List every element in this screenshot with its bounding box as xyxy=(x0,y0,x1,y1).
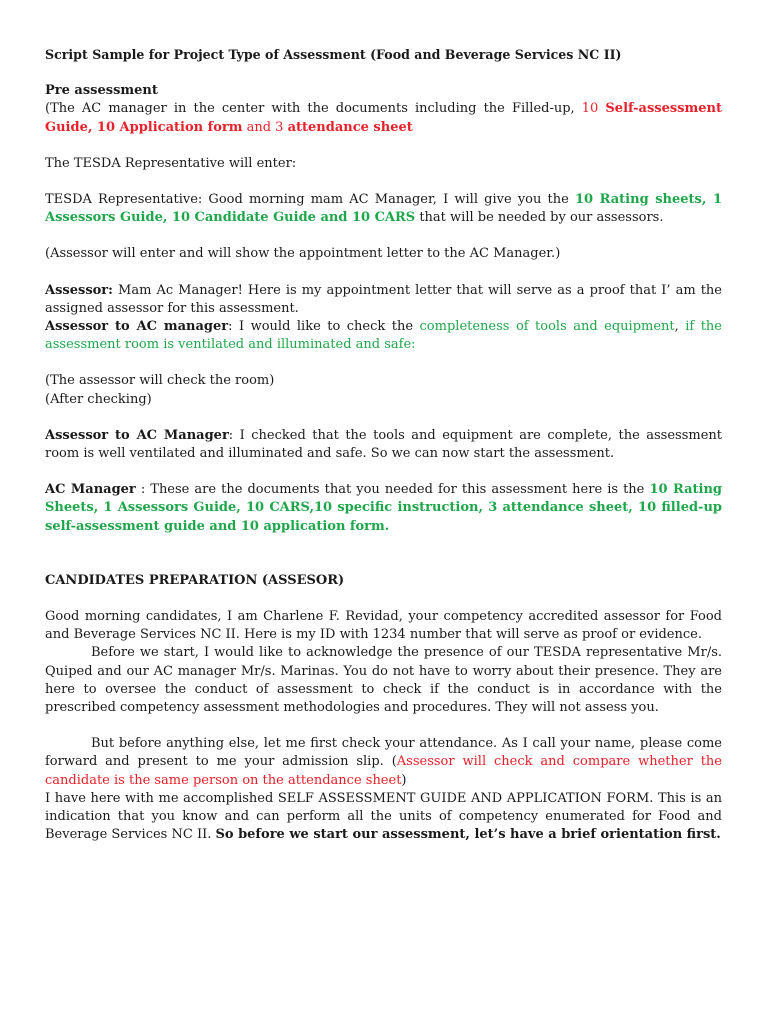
candidates-preparation-heading: CANDIDATES PREPARATION (ASSESOR) xyxy=(45,572,345,588)
document-title: Script Sample for Project Type of Assessment (Food and Beverage Services NC II) xyxy=(45,47,622,62)
after-checking-line: (After checking) xyxy=(45,391,152,407)
candidates-greeting: Good morning candidates, I am Charlene F. Revidad, your competency accredited assessor for Food and Beverage Services NC II. Here is my ID with 1234 number that will serve as proof or evidence. xyxy=(45,609,722,643)
assessor-dialogue-2: Assessor to AC manager: I would like to check the completeness of tools and equipment, if the assessment room is ventilated and illuminated and safe: xyxy=(45,319,722,353)
ac-manager-dialogue: AC Manager : These are the documents that you needed for this assessment here is the 10 Rating Sheets, 1 Assessors Guide, 10 CARS,10 specific instruction, 3 attendance sheet, 10 filled-up self-assessment guide and 10 application form. xyxy=(45,482,722,534)
check-room-line: (The assessor will check the room) xyxy=(45,373,275,389)
candidates-self-assessment: I have here with me accomplished SELF ASSESSMENT GUIDE AND APPLICATION FORM. This is an indication that you know and can perform all the units of competency enumerated for Food and Beverage Services NC II. So before we start our assessment, let’s have a brief orientation first. xyxy=(45,790,722,843)
assessor-enter-line: (Assessor will enter and will show the appointment letter to the AC Manager.) xyxy=(45,246,561,262)
candidates-acknowledgement: Before we start, I would like to acknowledge the presence of our TESDA representative Mr/s. Quiped and our AC manager Mr/s. Marinas. You do not have to worry about their presence. They are here to oversee the conduct of assessment to check if the conduct is in accordance with the prescribed competency assessment methodologies and procedures. They will not assess you. xyxy=(45,645,722,716)
pre-assessment-heading: Pre assessment xyxy=(45,83,158,99)
tesda-enter-line: The TESDA Representative will enter: xyxy=(45,155,297,171)
assessor-dialogue-3: Assessor to AC Manager: I checked that the tools and equipment are complete, the assessment room is well ventilated and illuminated and safe. So we can now start the assessment. xyxy=(45,427,722,462)
assessor-dialogue-1: Assessor: Mam Ac Manager! Here is my appointment letter that will serve as a proof that I’ am the assigned assessor for this assessment. xyxy=(45,282,722,316)
tesda-dialogue: TESDA Representative: Good morning mam AC Manager, I will give you the 10 Rating sheets, 1 Assessors Guide, 10 Candidate Guide and 10 CARS that will be needed by our assessors. xyxy=(45,192,722,226)
candidates-attendance: But before anything else, let me first check your attendance. As I call your name, please come forward and present to me your admission slip. (Assessor will check and compare whether the candidate is the same person on the attendance sheet) xyxy=(45,736,722,788)
pre-assessment-intro: (The AC manager in the center with the documents including the Filled-up, 10 Self-assessment Guide, 10 Application form and 3 attendance sheet xyxy=(45,101,722,135)
